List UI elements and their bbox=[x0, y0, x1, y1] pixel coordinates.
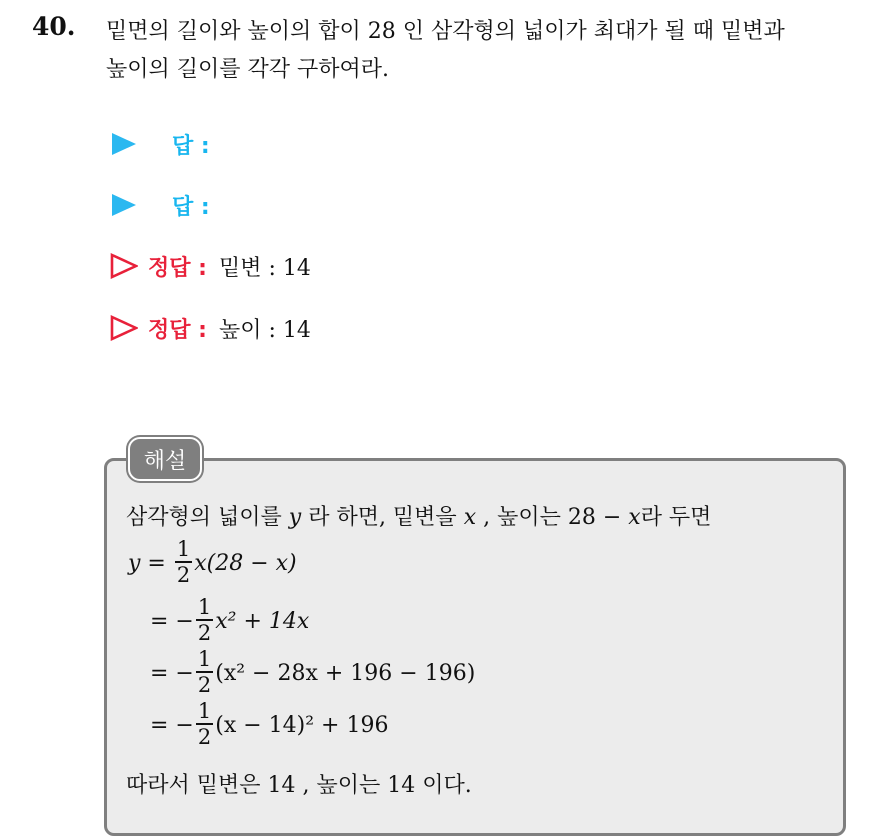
answer-label: 답 : bbox=[172, 194, 210, 220]
play-arrow-icon bbox=[112, 133, 136, 155]
answer-blank-2 bbox=[110, 189, 210, 221]
question-text-line-1: 밑면의 길이와 높이의 합이 28 인 삼각형의 넓이가 최대가 될 때 밑변과 bbox=[106, 19, 785, 44]
correct-answer-value: 높이 : 14 bbox=[218, 317, 311, 343]
correct-answer-label: 정답 : bbox=[148, 255, 207, 281]
correct-answer-label: 정답 : bbox=[148, 317, 207, 343]
outline-arrow-icon bbox=[110, 315, 138, 341]
correct-answer-1 bbox=[110, 250, 311, 282]
solution-intro: 삼각형의 넓이를 y 라 하면, 밑변을 x , 높이는 28 − x라 두면 bbox=[126, 505, 712, 530]
equation-line-2: = − $\frac{1}{2}$ x² + 14x bbox=[150, 595, 310, 645]
question-text-line-2: 높이의 길이를 각각 구하여라. bbox=[106, 57, 389, 82]
correct-answer-value: 밑변 : 14 bbox=[218, 255, 311, 281]
solution-tab: 해설 bbox=[128, 437, 202, 481]
solution-conclusion: 따라서 밑변은 14 , 높이는 14 이다. bbox=[126, 773, 472, 798]
correct-answer-2 bbox=[110, 312, 311, 344]
answer-label: 답 : bbox=[172, 133, 210, 159]
question-number: 40. bbox=[32, 12, 76, 41]
play-arrow-icon bbox=[112, 194, 136, 216]
equation-line-4: = − $\frac{1}{2}$ (x − 14)² + 196 bbox=[150, 699, 389, 749]
equation-line-3: = − $\frac{1}{2}$ (x² − 28x + 196 − 196) bbox=[150, 647, 476, 697]
answer-blank-1 bbox=[110, 128, 210, 160]
outline-arrow-icon bbox=[110, 253, 138, 279]
equation-line-1: y = $\frac{1}{2}$ x(28 − x) bbox=[128, 537, 297, 587]
